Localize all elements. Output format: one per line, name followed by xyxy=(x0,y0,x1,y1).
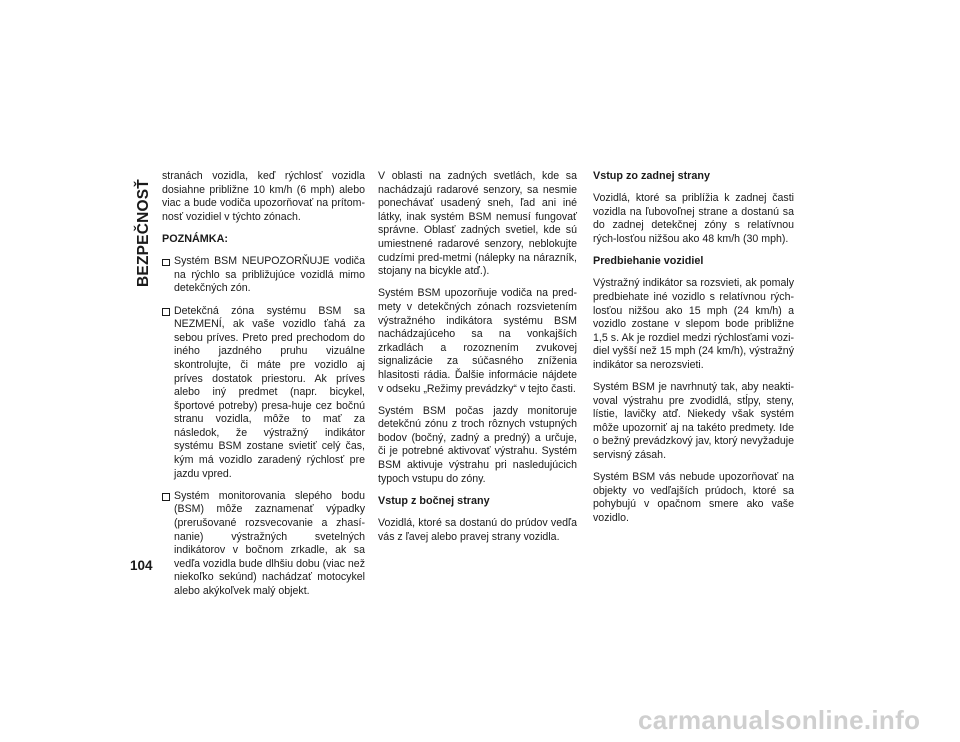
side-entry-heading: Vstup z bočnej strany xyxy=(378,494,490,507)
checkbox-bullet-icon xyxy=(162,308,170,316)
section-tab-label: BEZPEČNOSŤ xyxy=(135,179,152,287)
text-column-3 xyxy=(593,170,794,534)
note-bullet-item xyxy=(162,490,365,599)
column1-intro: stranách vozidla, keď rýchlosť vozidla dosiahne približne 10 km/h (6 mph) alebo viac a bude vodiča upozorňovať na prítom-nosť vozidiel v týchto zónach. xyxy=(162,170,365,223)
column3-paragraph: Vozidlá, ktoré sa priblížia k zadnej časti vozidla na ľubovoľnej strane a dostanú sa do zadnej detekčnej zóny s relatívnou rých-losťou nižšou ako 48 km/h (30 mph). xyxy=(593,192,794,245)
column2-paragraph: Systém BSM upozorňuje vodiča na pred-mety v detekčných zónach rozsvietením výstražného indikátora systému BSM nachádzajúceho sa na vonkajších zrkadlách a rozoznením zvukovej signalizácie za súčasného zníženia hlasitosti rádia. Ďalšie informácie nájdete v odseku „Režimy prevádzky“ v tejto časti. xyxy=(378,287,577,395)
section-tab xyxy=(130,168,158,298)
note-bullet-item xyxy=(162,255,365,296)
overtaking-heading: Predbiehanie vozidiel xyxy=(593,255,704,268)
column2-paragraph: Vozidlá, ktoré sa dostanú do prúdov vedľa vás z ľavej alebo pravej strany vozidla. xyxy=(378,517,577,543)
note-bullet-text: Detekčná zóna systému BSM sa NEZMENÍ, ak vaše vozidlo ťahá za sebou príves. Preto pred prechodom do iného jazdného pruhu vizuálne skontrolujte, či máte pre vozidlo aj príves dostatok priestoru. Ak príves alebo iný predmet (napr. bicykel, športové potreby) presa-huje cez bočnú stranu vozidla, môže to mať za následok, že výstražný indikátor systému BSM zostane svietiť celý čas, kým má vozidlo zaradený rýchlosť pre jazdu vpred. xyxy=(174,304,365,480)
note-bullet-text: Systém monitorovania slepého bodu (BSM) môže zaznamenať výpadky (prerušované rozsvecovanie a zhasí-nanie) výstražných svetelných indikátorov v bočnom zrkadle, ak sa vedľa vozidla bude dlhšiu dobu (viac než niekoľko sekúnd) nachádzať motocykel alebo akýkoľvek malý objekt. xyxy=(174,489,365,597)
page-number: 104 xyxy=(130,558,153,573)
rear-entry-heading: Vstup zo zadnej strany xyxy=(593,170,710,182)
column3-paragraph: Systém BSM je navrhnutý tak, aby neakti-voval výstrahu pre zvodidlá, stĺpy, steny, lístie, lavičky atď. Niekedy však systém môže upozorniť aj na takéto predmety. Ide o bežný prevádzkový jav, ktorý nevyžaduje servisný zásah. xyxy=(593,381,794,462)
column2-paragraph: V oblasti na zadných svetlách, kde sa nachádzajú radarové senzory, sa nesmie ponechávať usadený sneh, ľad ani iné látky, inak systém BSM nemusí fungovať správne. Oblasť zadných svetiel, kde sú umiestnené radarové senzory, neblokujte cudzími pred-metmi (nálepky na nárazník, stojany na bicykle atď.). xyxy=(378,170,577,278)
note-bullet-item xyxy=(162,305,365,482)
note-heading: POZNÁMKA: xyxy=(162,232,228,245)
checkbox-bullet-icon xyxy=(162,493,170,501)
text-column-2 xyxy=(378,170,577,553)
column3-paragraph: Systém BSM vás nebude upozorňovať na objekty vo vedľajších prúdoch, ktoré sa pohybujú v opačnom smere ako vaše vozidlo. xyxy=(593,471,794,525)
column3-paragraph: Výstražný indikátor sa rozsvieti, ak pomaly predbiehate iné vozidlo s relatívnou rých-losťou nižšou ako 15 mph (24 km/h) a vozidlo zostane v slepom bode približne 1,5 s. Ak je rozdiel medzi rýchlosťami vozi-diel vyšší než 15 mph (24 km/h), výstražný indikátor sa nerozsvieti. xyxy=(593,277,794,371)
watermark: carmanualsonline.info xyxy=(638,705,921,735)
checkbox-bullet-icon xyxy=(162,259,170,267)
note-bullet-text: Systém BSM NEUPOZORŇUJE vodiča na rýchlo sa približujúce vozidlá mimo detekčných zón. xyxy=(174,255,365,295)
text-column-1 xyxy=(162,170,365,607)
column2-paragraph: Systém BSM počas jazdy monitoruje detekčnú zónu z troch rôznych vstupných bodov (bočný, zadný a predný) a určuje, či je potrebné aktivovať výstrahu. Systém BSM aktivuje výstrahu pri nasledujúcich typoch vstupu do zóny. xyxy=(378,404,577,485)
